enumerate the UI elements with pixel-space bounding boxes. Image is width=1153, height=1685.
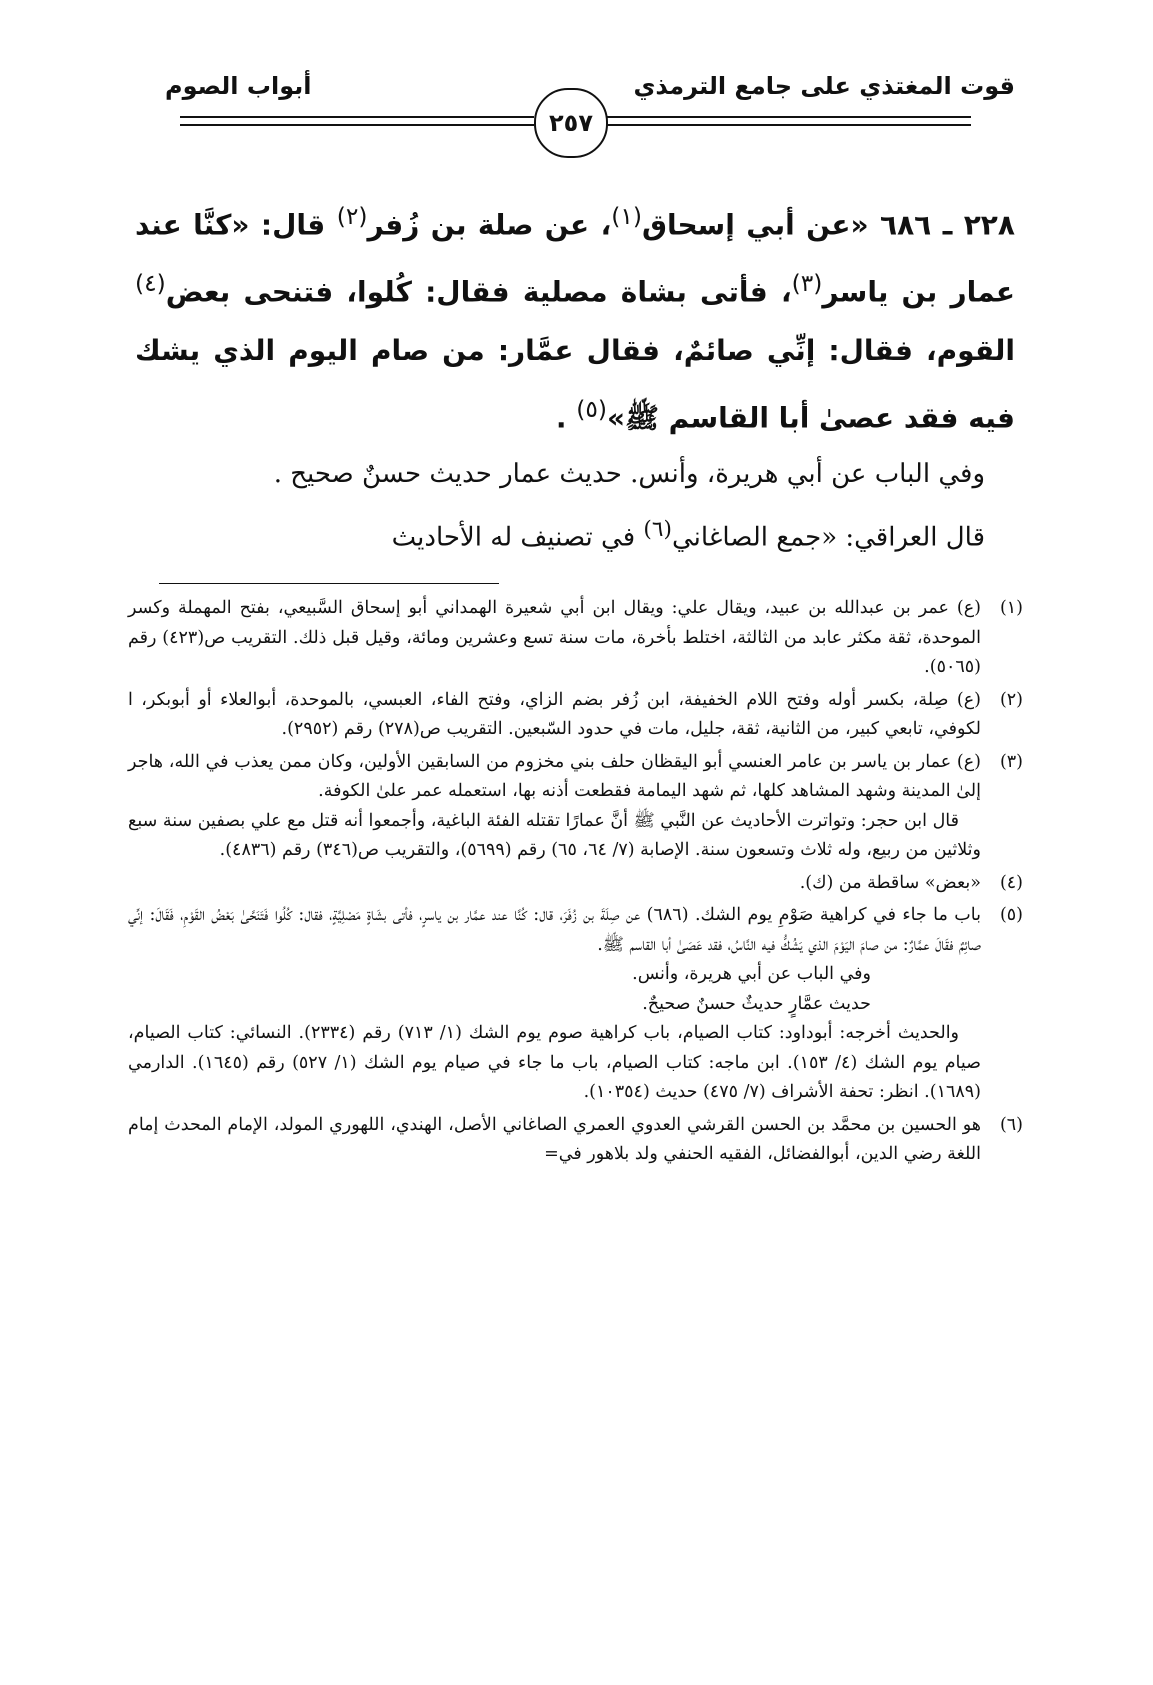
footnote — [128, 686, 1023, 745]
footnote-ref: (٤) — [135, 269, 166, 298]
footnote-text: حديث عمَّارٍ حديثٌ حسنٌ صحيحٌ. — [642, 993, 871, 1014]
header-rule-right-2 — [604, 124, 971, 126]
hadith-part: القوم، فقال: إنِّي صائمٌ، فقال عمَّار: من صام اليوم الذي يشك فيه فقد عصىٰ أبا القاسم ﷺ» — [135, 333, 1015, 434]
commentary-part: في تصنيف له الأحاديث — [391, 522, 644, 553]
footnote-ref: (٣) — [791, 269, 823, 298]
hadith-part: ، فأتى بشاة مصلية فقال: كُلوا، فتنحى بعض — [165, 275, 792, 309]
footnote — [128, 1111, 1023, 1170]
footnote-text: والحديث أخرجه: أبوداود: كتاب الصيام، باب كراهية صوم يوم الشك (١/ ٧١٣) رقم (٢٣٣٤). النسائي: كتاب الصيام، صيام يوم الشك (٤/ ١٥٣). ابن ماجه: كتاب الصيام، باب ما جاء في صيام يوم الشك (١/ ٥٢٧) رقم (١٦٤٥). الدارمي (١٦٨٩). انظر: تحفة الأشراف (٧/ ٤٧٥) حديث (١٠٣٥٤). — [128, 1023, 982, 1102]
footnote-body — [128, 901, 981, 1108]
footnote-text: «بعض» ساقطة من (ك). — [799, 872, 981, 893]
footnote-text: (ع) عمار بن ياسر بن عامر العنسي أبو اليقظان حلف بني مخزوم من السابقين الأولين، وكان ممن يعذب في الله، هاجر إلىٰ المدينة وشهد المشاهد كلها، ثم شهد اليمامة فقطعت أذنه بها، استعمله عمر علىٰ الكوفة. — [128, 751, 981, 801]
footnote-ref: (٢) — [336, 202, 368, 230]
hadith-part: ، عن صلة بن زُفر — [367, 208, 612, 242]
footnote — [128, 869, 1023, 899]
page-number: ٢٥٧ — [534, 88, 608, 158]
footnotes — [128, 594, 1023, 1173]
footnote-body — [128, 869, 981, 899]
footnote-text: (ع) عمر بن عبدالله بن عبيد، ويقال علي: ويقال ابن أبي شعيرة الهمداني أبو إسحاق السَّبيعي، بفتح المهملة وكسر الموحدة، ثقة مكثر عابد من الثالثة، اختلط بأخرة، مات سنة تسع وعشرين ومائة، وقيل قبل ذلك. التقريب ص(٤٢٣) رقم (٥٠٦٥). — [128, 598, 981, 677]
footnote-number: (٢) — [999, 689, 1023, 710]
footnote — [128, 594, 1023, 683]
footnote-body — [128, 1111, 981, 1170]
footnote-number: (٦) — [999, 1114, 1023, 1135]
footnote-ref: (١) — [611, 202, 642, 230]
footnote-separator — [159, 583, 499, 584]
footnote — [128, 901, 1023, 1108]
hadith-part: «عن أبي إسحاق — [641, 208, 869, 242]
commentary-paragraph — [135, 502, 1015, 566]
section-title: أبواب الصوم — [165, 72, 312, 100]
hadith-part: . — [555, 400, 577, 434]
header-rule-left — [180, 116, 534, 118]
footnote-ref: (٥) — [576, 394, 607, 423]
footnote-number: (٣) — [999, 751, 1023, 772]
hadith-number: ٢٢٨ ـ ٦٨٦ — [879, 208, 1015, 242]
footnote-body — [128, 686, 981, 745]
footnote-ref: (٦) — [643, 516, 672, 542]
footnote-text: باب ما جاء في كراهية صَوْمِ يوم الشك. (٦٨٦) عن صِلَةَ بن زُفَرَ، قال: كُنَّا عند عمَّار بن ياسرٍ، فأتى بشَاةٍ مَصْلِيَّةٍ، فقال: كُلُوا فَتَنَحَّىٰ بَعْضُ القَوْمِ، فَقَالَ: إنِّي صائِمٌ فقَالَ عمَّارٌ: من صامَ اليَوْمَ الذي يَشُكُّ فيه النَّاسُ، فقد عَصَىٰ أبا القاسم ﷺ. — [128, 905, 981, 955]
commentary-paragraph: وفي الباب عن أبي هريرة، وأنس. حديث عمار حديث حسنٌ صحيح . — [273, 458, 985, 489]
footnote-body — [128, 748, 981, 866]
footnote-number: (٤) — [999, 872, 1023, 893]
main-text — [135, 187, 1015, 566]
footnote-number: (١) — [999, 598, 1023, 618]
footnote-text: وفي الباب عن أبي هريرة، وأنس. — [632, 964, 871, 984]
footnote — [128, 748, 1023, 866]
commentary-part: قال العراقي: «جمع الصاغاني — [671, 522, 985, 553]
hadith-part: قال: «كنَّا عند عمار بن ياسر — [135, 208, 1016, 309]
header-rule-right — [604, 116, 971, 118]
header-rule-left-2 — [180, 124, 534, 126]
running-title: قوت المغتذي على جامع الترمذي — [633, 72, 1015, 100]
footnote-body — [128, 594, 981, 683]
footnote-number: (٥) — [999, 905, 1023, 925]
footnote-text: قال ابن حجر: وتواترت الأحاديث عن النَّبي ﷺ أنَّ عمارًا تقتله الفئة الباغية، وأجمعوا أنه قتل مع علي بصفين سنة سبع وثلاثين من ربيع، وله ثلاث وتسعون سنة. الإصابة (٧/ ٦٤، ٦٥) رقم (٥٦٩٩)، والتقريب ص(٣٤٦) رقم (٤٨٣٦). — [128, 810, 981, 860]
footnote-text: هو الحسين بن محمَّد بن الحسن القرشي العدوي العمري الصاغاني الأصل، الهندي، اللهوري المولد، الإمام المحدث إمام اللغة رضي الدين، أبوالفضائل، الفقيه الحنفي ولد بلاهور في= — [128, 1114, 981, 1164]
footnote-text: (ع) صِلة، بكسر أوله وفتح اللام الخفيفة، ابن زُفر بضم الزاي، وفتح الفاء، العبسي، بالموحدة، أبوالعلاء أو أبوبكر، ا لكوفي، تابعي كبير، من الثانية، ثقة، جليل، مات في حدود السّبعين. التقريب ص(٢٧٨) رقم (٢٩٥٢). — [128, 689, 981, 739]
hadith-text — [135, 187, 1015, 447]
